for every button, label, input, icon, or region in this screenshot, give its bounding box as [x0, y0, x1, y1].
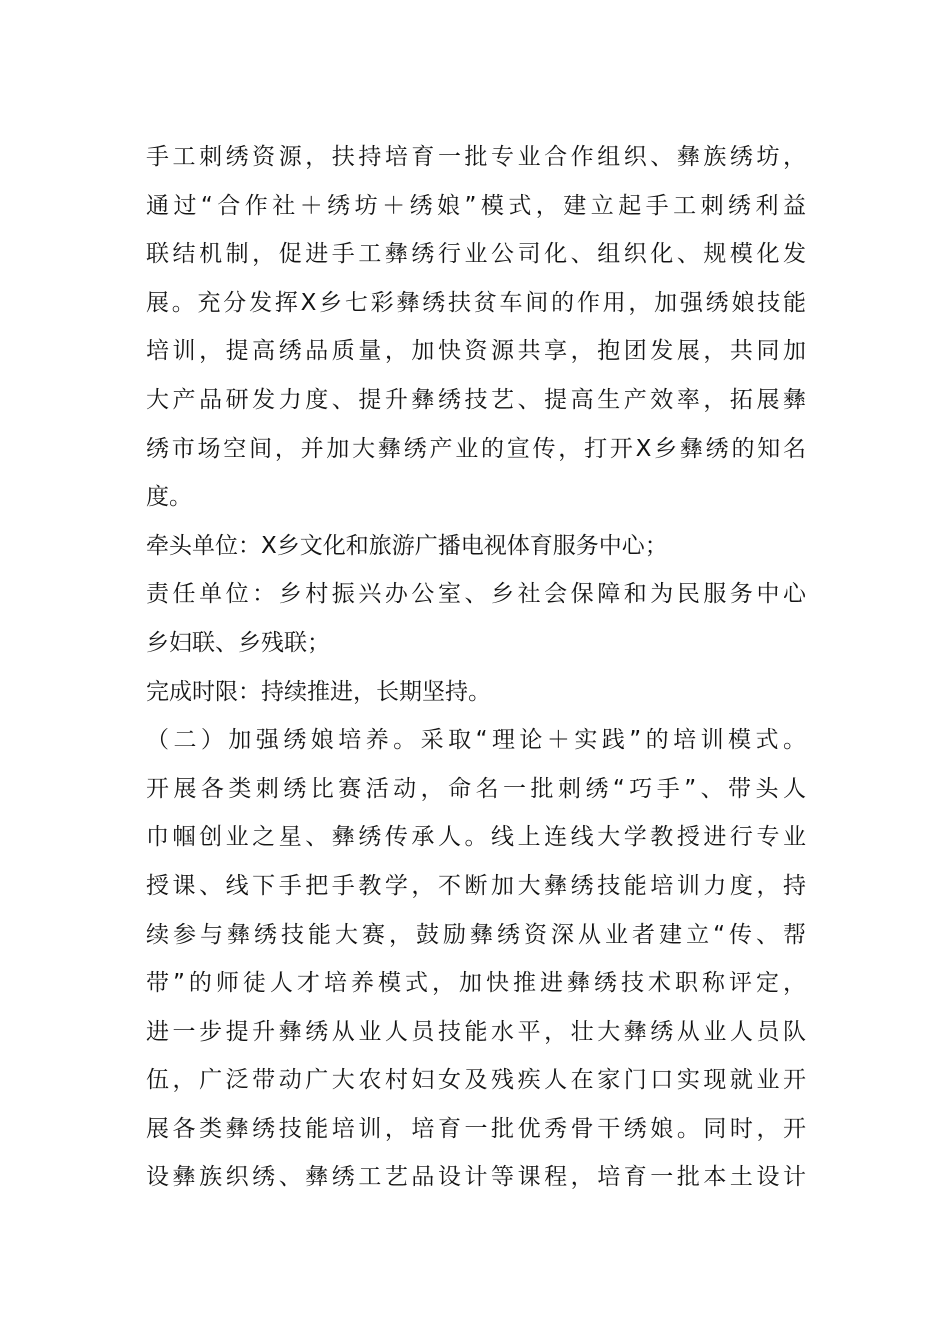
text-line-2: 通过“合作社＋绣坊＋绣娘”模式，建立起手工刺绣利益: [146, 192, 806, 219]
text-line-15: 巾帼创业之星、彝绣传承人。线上连线大学教授进行专业: [146, 824, 806, 851]
text-line-14: 开展各类刺绣比赛活动，命名一批刺绣“巧手”、带头人: [146, 775, 806, 802]
text-line-19: 进一步提升彝绣从业人员技能水平，壮大彝绣从业人员队: [146, 1018, 806, 1045]
deadline-line: 完成时限：持续推进，长期坚持。: [146, 678, 491, 705]
text-line-4: 展。充分发挥X乡七彩彝绣扶贫车间的作用，加强绣娘技能: [146, 289, 806, 316]
text-line-3: 联结机制，促进手工彝绣行业公司化、组织化、规模化发: [146, 241, 806, 268]
section-heading-2: （二）加强绣娘培养。采取“理论＋实践”的培训模式。: [146, 727, 806, 754]
lead-unit-line: 牵头单位：X乡文化和旅游广播电视体育服务中心；: [146, 532, 668, 559]
text-line-22: 设彝族织绣、彝绣工艺品设计等课程，培育一批本土设计: [146, 1164, 806, 1191]
responsible-unit-line: 责任单位：乡村振兴办公室、乡社会保障和为民服务中心: [146, 581, 806, 608]
text-line-16: 授课、线下手把手教学，不断加大彝绣技能培训力度，持: [146, 872, 806, 899]
text-line-21: 展各类彝绣技能培训，培育一批优秀骨干绣娘。同时，开: [146, 1115, 806, 1142]
text-line-6: 大产品研发力度、提升彝绣技艺、提高生产效率，拓展彝: [146, 386, 806, 413]
text-line-7: 绣市场空间，并加大彝绣产业的宣传，打开X乡彝绣的知名: [146, 435, 806, 462]
text-line-17: 续参与彝绣技能大赛，鼓励彝绣资深从业者建立“传、帮: [146, 921, 806, 948]
text-line-1: 手工刺绣资源，扶持培育一批专业合作组织、彝族绣坊，: [146, 144, 806, 170]
responsible-unit-line-cont: 乡妇联、乡残联；: [146, 629, 330, 656]
text-line-18: 带”的师徒人才培养模式，加快推进彝绣技术职称评定，: [146, 970, 806, 997]
body-text: [146, 133, 806, 1202]
text-line-5: 培训，提高绣品质量，加快资源共享，抱团发展，共同加: [146, 338, 806, 365]
text-line-8: 度。: [146, 484, 192, 511]
text-line-20: 伍，广泛带动广大农村妇女及残疾人在家门口实现就业开: [146, 1067, 806, 1094]
